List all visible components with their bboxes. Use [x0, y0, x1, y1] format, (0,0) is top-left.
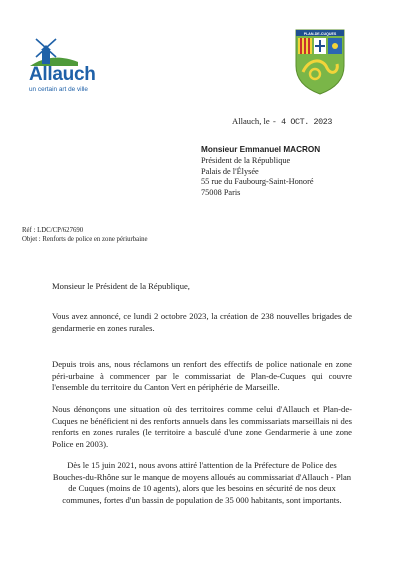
- date-prefix: Allauch, le: [232, 116, 270, 126]
- date-line: [232, 116, 332, 127]
- recipient-line: Président de la République: [201, 155, 291, 165]
- subject-line: Objet : Renforts de police en zone périurbaine: [22, 236, 148, 243]
- plan-de-cuques-crest-icon: [293, 28, 347, 96]
- references: [22, 226, 148, 244]
- recipient-address: [201, 145, 320, 199]
- body-paragraph: Nous dénonçons une situation où des territoires comme celui d'Allauch et Plan-de-Cuques ne bénéficient ni des renforts annuels dans les commissariats marseillais ni des renforts en zones rurales (le territoire a basculé d'une zone Gendarmerie à une zone Police en 2003).: [52, 404, 352, 449]
- recipient-line: 75008 Paris: [201, 188, 241, 198]
- recipient-line: 55 rue du Faubourg-Saint-Honoré: [201, 177, 314, 187]
- recipient-line: Palais de l'Élysée: [201, 166, 259, 176]
- crest-label: PLAN-DE-CUQUES: [303, 32, 337, 36]
- logo-wordmark: Allauch: [29, 64, 96, 85]
- logo-tagline: un certain art de ville: [29, 86, 88, 93]
- body-paragraph: Vous avez annoncé, ce lundi 2 octobre 2023, la création de 238 nouvelles brigades de gendarmerie en zones rurales.: [52, 311, 352, 333]
- body-paragraph: Dès le 15 juin 2021, nous avons attiré l'attention de la Préfecture de Police des Bouches-du-Rhône sur le manque de moyens alloués au commissariat d'Allauch - Plan de Cuques (moins de 10 agents), alors que les besoins en sécurité de nos deux communes, fortes d'un bassin de population de 35 000 habitants, sont importants.: [52, 460, 352, 505]
- reference-number: Réf : LDC/CP/627690: [22, 227, 84, 234]
- body-paragraph: Depuis trois ans, nous réclamons un renfort des effectifs de police nationale en zone péri-urbaine à commencer par le commissariat de Plan-de-Cuques qui couvre l'ensemble du territoire du Canton Vert en périphérie de Marseille.: [52, 359, 352, 392]
- recipient-name: Monsieur Emmanuel MACRON: [201, 145, 321, 154]
- date-stamp: - 4 OCT. 2023: [271, 117, 332, 127]
- salutation: Monsieur le Président de la République,: [52, 281, 190, 291]
